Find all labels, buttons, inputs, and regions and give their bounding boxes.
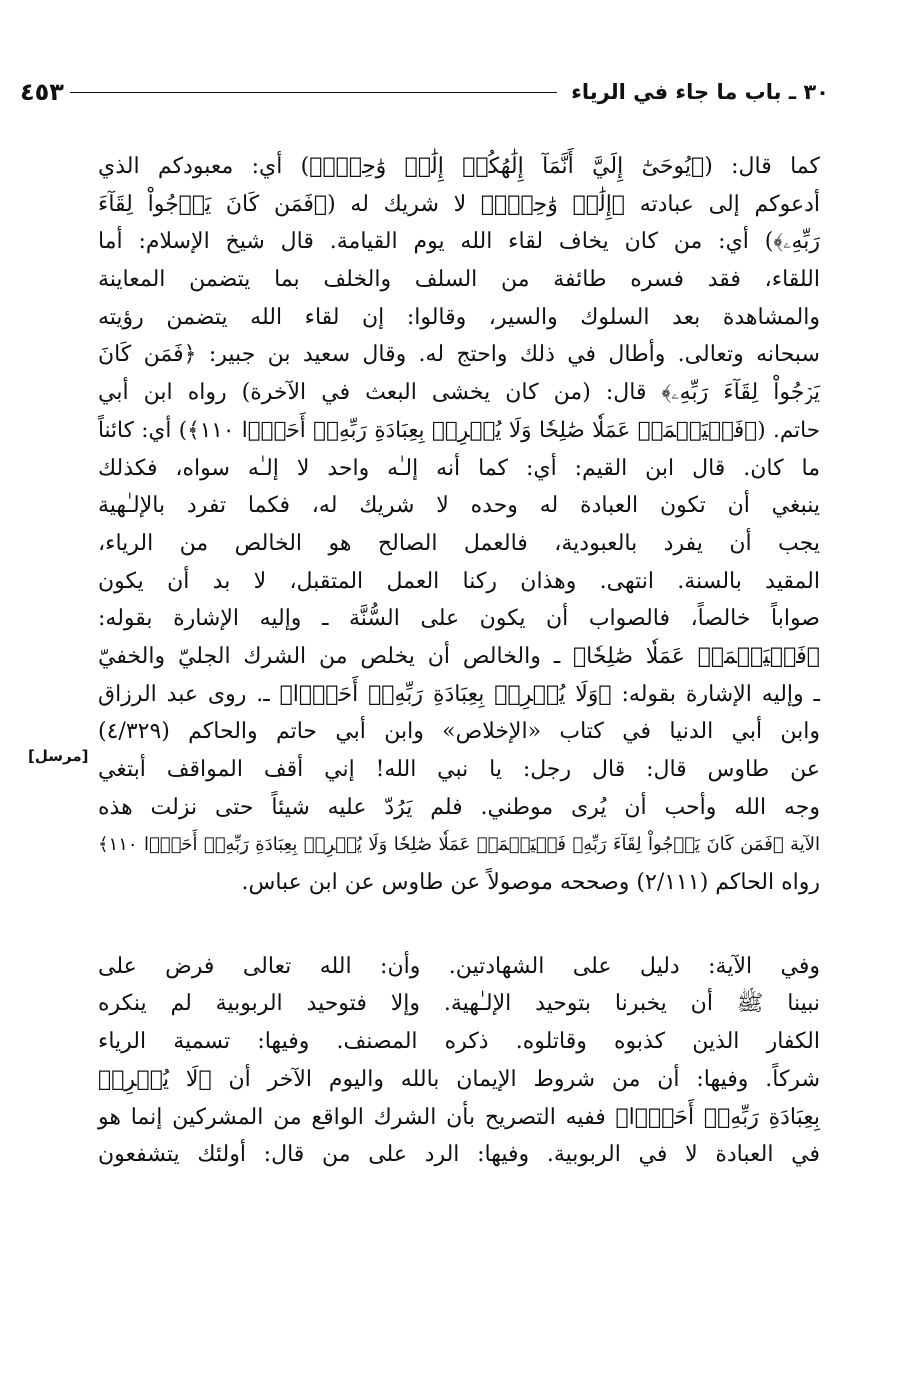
text-line: وفي الآية: دليل على الشهادتين. وأن: الله تعالى فرض على <box>98 953 820 979</box>
text-line: يجب أن يفرد بالعبودية، فالعمل الصالح هو الخالص من الرياء، <box>98 530 820 556</box>
text-line: صواباً خالصاً، فالصواب أن يكون على السُّنَّة ـ وإليه الإشارة بقوله: <box>98 606 820 632</box>
text-line: أدعوكم إلى عبادته ﴿إِلَٰهٞ وَٰحِدٞۖ﴾ لا شريك له (﴿فَمَن كَانَ يَرۡجُواْ لِقَآءَ <box>98 191 820 217</box>
text-line: رواه الحاكم (٢/١١١) وصححه موصولاً عن طاوس عن ابن عباس. <box>241 870 820 896</box>
text-line: يَرۡجُواْ لِقَآءَ رَبِّهِۦ﴾ قال: (من كان يخشى البعث في الآخرة) رواه ابن أبي <box>98 380 820 406</box>
header-rule <box>70 92 557 93</box>
text-line: والمشاهدة بعد السلوك والسير، وقالوا: إن لقاء الله يتضمن رؤيته <box>98 304 820 330</box>
text-line: حاتم. (﴿فَلۡيَعۡمَلۡ عَمَلٗا صَٰلِحٗا وَلَا يُشۡرِكۡ بِعِبَادَةِ رَبِّهِۦٓ أَحَدَۢا ١١٠﴾) أي: كائناً <box>98 417 820 443</box>
text-line: سبحانه وتعالى. وأطال في ذلك واحتج له. وقال سعيد بن جبير: ﴿فَمَن كَانَ <box>98 342 820 368</box>
running-header <box>20 72 829 112</box>
text-line: الكفار الذين كذبوه وقاتلوه. ذكره المصنف. وفيها: تسمية الرياء <box>98 1029 820 1055</box>
paragraph-gap <box>98 902 820 948</box>
paragraph-1 <box>98 148 820 902</box>
margin-note: [مرسل] <box>28 747 89 765</box>
text-line: كما قال: (﴿يُوحَىٰٓ إِلَيَّ أَنَّمَآ إِلَٰهُكُمۡ إِلَٰهٞ وَٰحِدٞۖ﴾) أي: معبودكم الذي <box>98 154 820 179</box>
text-line: شركاً. وفيها: أن من شروط الإيمان بالله واليوم الآخر أن ﴿لَا يُشۡرِكۡ <box>98 1066 820 1092</box>
text-line: اللقاء، فقد فسره طائفة من السلف والخلف بما يتضمن المعاينة <box>98 267 820 293</box>
text-line: عن طاوس قال: قال رجل: يا نبي الله! إني أقف المواقف أبتغي <box>98 757 820 782</box>
page-number: ٤٥٣ <box>20 78 64 106</box>
text-line: ما كان. قال ابن القيم: أي: كما أنه إلـٰه واحد لا إلـٰه سواه، فكذلك <box>98 455 820 481</box>
text-line: في العبادة لا في الربوبية. وفيها: الرد على من قال: أولئك يتشفعون <box>98 1142 820 1168</box>
text-line: ﴿فَلۡيَعۡمَلۡ عَمَلٗا صَٰلِحٗا﴾ ـ والخالص أن يخلص من الشرك الجليّ والخفيّ <box>98 643 820 669</box>
text-line: بِعِبَادَةِ رَبِّهِۦٓ أَحَدَۢا﴾ ففيه التصريح بأن الشرك الواقع من المشركين إنما هو <box>98 1104 820 1130</box>
text-line: ينبغي أن تكون العبادة له وحده لا شريك له، فكما تفرد بالإلـٰهية <box>98 493 820 519</box>
text-line: وابن أبي الدنيا في كتاب «الإخلاص» وابن أبي حاتم والحاكم (٤/٣٢٩) <box>98 719 820 745</box>
chapter-title: ٣٠ ـ باب ما جاء في الرياء <box>571 80 829 104</box>
text-line: وجه الله وأحب أن يُرى موطني. فلم يَرُدّ عليه شيئاً حتى نزلت هذه <box>98 794 820 820</box>
body-text <box>98 148 820 1174</box>
text-line: ـ وإليه الإشارة بقوله: ﴿وَلَا يُشۡرِكۡ بِعِبَادَةِ رَبِّهِۦٓ أَحَدَۢا﴾ ـ. روى عبد الرزاق <box>98 681 820 707</box>
paragraph-2 <box>98 948 820 1174</box>
text-line: رَبِّهِۦ﴾) أي: من كان يخاف لقاء الله يوم القيامة. قال شيخ الإسلام: أما <box>98 229 820 255</box>
text-line: الآية ﴿فَمَن كَانَ يَرۡجُواْ لِقَآءَ رَبِّهِۦ فَلۡيَعۡمَلۡ عَمَلٗا صَٰلِحٗا وَلَا يُشۡرِكۡ بِعِبَادَةِ رَبِّهِۦٓ أَحَدَۢا ١١٠﴾ <box>98 834 820 856</box>
text-line: نبينا ﷺ أن يخبرنا بتوحيد الإلـٰهية. وإلا فتوحيد الربوبية لم ينكره <box>98 991 820 1017</box>
text-line: المقيد بالسنة. انتهى. وهذان ركنا العمل المتقبل، لا بد أن يكون <box>98 568 820 594</box>
